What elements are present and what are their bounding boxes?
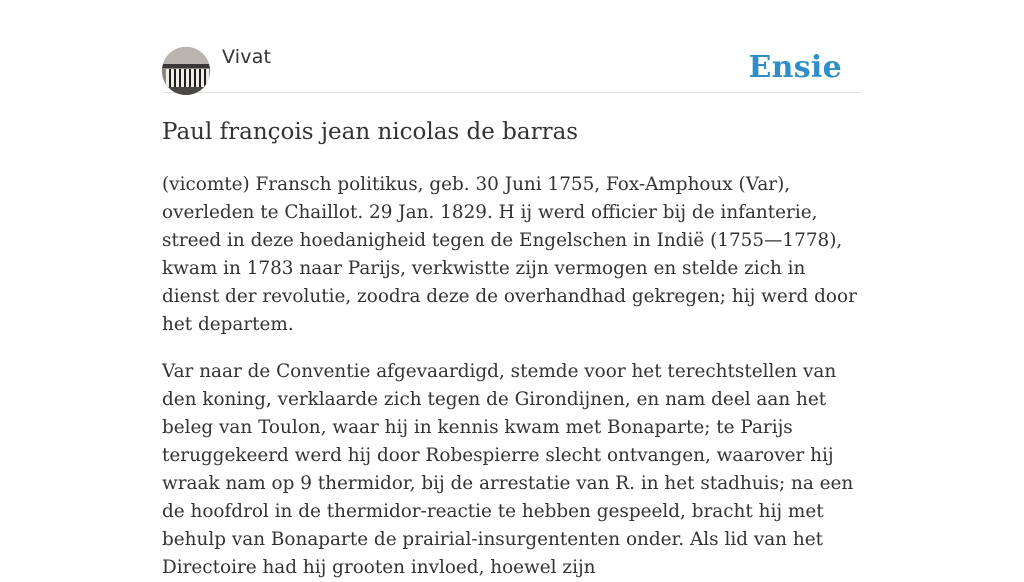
brand-logo[interactable]: Ensie	[748, 50, 842, 85]
article-paragraph: Var naar de Conventie afgevaardigd, stemde voor het terechtstellen van den koning, verklaarde zich tegen de Girondijnen, en nam deel aan het beleg van Toulon, waar hij in kennis kwam met Bonaparte; te Parijs teruggekeerd werd hij door Robespierre slecht ontvangen, waarover hij wraak nam op 9 thermidor, bij de arrestatie van R. in het stadhuis; na een de hoofdrol in de thermidor-reactie te hebben gespeeld, bracht hij met behulp van Bonaparte de prairial-insurgententen onder. Als lid van het Directoire had hij grooten invloed, hoewel zijn	[162, 361, 854, 578]
avatar[interactable]	[162, 47, 210, 95]
typewriter-keys-avatar-icon	[162, 47, 210, 95]
author-name[interactable]: Vivat	[222, 46, 272, 68]
header	[162, 0, 862, 93]
article-title: Paul françois jean nicolas de barras	[162, 119, 579, 145]
article-paragraph: (vicomte) Fransch politikus, geb. 30 Juni 1755, Fox-Amphoux (Var), overleden te Chaillot. 29 Jan. 1829. H ij werd officier bij de infanterie, streed in deze hoedanigheid tegen de Engelschen in Indië (1755—1778), kwam in 1783 naar Parijs, verkwistte zijn vermogen en stelde zich in dienst der revolutie, zoodra deze de overhandhad gekregen; hij werd door het departem.	[162, 174, 857, 335]
page	[162, 0, 862, 582]
